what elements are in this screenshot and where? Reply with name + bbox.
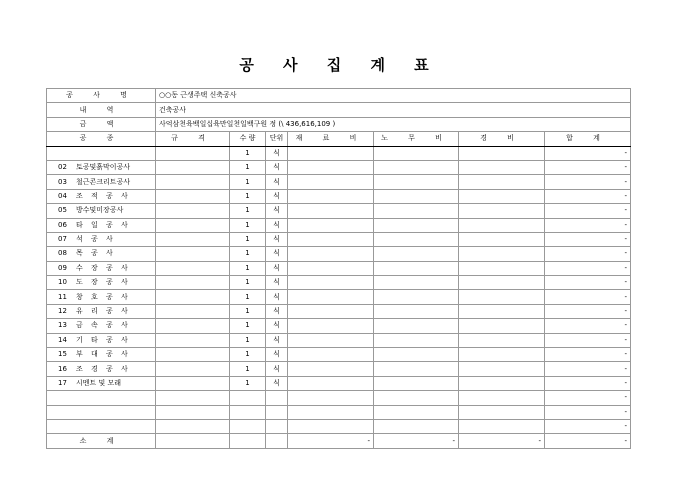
expense-cell	[459, 175, 545, 189]
work-name: 기 타 공 사	[76, 335, 131, 344]
work-cell	[47, 419, 156, 433]
labor-cell	[374, 261, 459, 275]
info-label: 내 역	[47, 103, 156, 117]
spec-cell	[156, 218, 230, 232]
page-title: 공 사 집 계 표	[239, 56, 441, 74]
work-cell	[47, 362, 156, 376]
cost-summary-table	[46, 88, 631, 449]
work-cell	[47, 376, 156, 390]
total-cell: -	[545, 160, 631, 174]
material-cell	[288, 204, 374, 218]
work-number: 06	[58, 220, 67, 229]
labor-cell	[374, 362, 459, 376]
work-cell	[47, 189, 156, 203]
total-cell: -	[545, 247, 631, 261]
header-qty: 수 량	[230, 132, 266, 146]
labor-cell	[374, 232, 459, 246]
work-number: 04	[58, 191, 67, 200]
work-number: 15	[58, 350, 67, 359]
material-cell	[288, 405, 374, 419]
unit-cell: 식	[266, 247, 288, 261]
spec-cell	[156, 175, 230, 189]
total-cell: -	[545, 419, 631, 433]
total-cell: -	[545, 218, 631, 232]
work-cell	[47, 319, 156, 333]
table-row	[47, 304, 631, 318]
labor-cell	[374, 218, 459, 232]
info-label: 금 액	[47, 117, 156, 131]
expense-cell	[459, 348, 545, 362]
material-cell	[288, 290, 374, 304]
work-name: 방수및미장공사	[76, 206, 124, 215]
material-cell	[288, 419, 374, 433]
unit-cell: 식	[266, 319, 288, 333]
table-row	[47, 146, 631, 160]
total-cell: -	[545, 204, 631, 218]
material-cell	[288, 175, 374, 189]
expense-cell	[459, 218, 545, 232]
table-header-row	[47, 132, 631, 146]
total-cell: -	[545, 333, 631, 347]
labor-cell	[374, 419, 459, 433]
info-value: 건축공사	[156, 103, 631, 117]
total-cell: -	[545, 362, 631, 376]
header-material: 재 료 비	[288, 132, 374, 146]
work-cell	[47, 348, 156, 362]
expense-cell	[459, 146, 545, 160]
work-number: 03	[58, 177, 67, 186]
expense-cell	[459, 362, 545, 376]
qty-cell: 1	[230, 304, 266, 318]
work-name: 타 일 공 사	[76, 220, 131, 229]
work-cell	[47, 175, 156, 189]
table-row	[47, 175, 631, 189]
spec-cell	[156, 319, 230, 333]
total-cell: -	[545, 319, 631, 333]
unit-cell: 식	[266, 232, 288, 246]
expense-cell	[459, 333, 545, 347]
table-row	[47, 405, 631, 419]
table-row	[47, 362, 631, 376]
unit-cell: 식	[266, 218, 288, 232]
expense-cell	[459, 304, 545, 318]
labor-cell	[374, 333, 459, 347]
unit-cell: 식	[266, 204, 288, 218]
labor-cell	[374, 290, 459, 304]
work-cell	[47, 405, 156, 419]
material-cell	[288, 189, 374, 203]
labor-cell	[374, 189, 459, 203]
total-cell: -	[545, 261, 631, 275]
unit-cell: 식	[266, 175, 288, 189]
table-row	[47, 419, 631, 433]
material-cell	[288, 247, 374, 261]
info-label: 공 사 명	[47, 89, 156, 103]
labor-cell	[374, 376, 459, 390]
qty-cell	[230, 405, 266, 419]
total-cell: -	[545, 376, 631, 390]
qty-cell: 1	[230, 333, 266, 347]
qty-cell: 1	[230, 232, 266, 246]
spec-cell	[156, 290, 230, 304]
work-name: 부 대 공 사	[76, 350, 131, 359]
qty-cell: 1	[230, 247, 266, 261]
total-cell: -	[545, 304, 631, 318]
table-row	[47, 218, 631, 232]
unit-cell: 식	[266, 376, 288, 390]
material-cell	[288, 304, 374, 318]
qty-cell	[230, 419, 266, 433]
header-spec: 규 격	[156, 132, 230, 146]
qty-cell	[230, 391, 266, 405]
total-cell: -	[545, 405, 631, 419]
total-cell: -	[545, 146, 631, 160]
qty-cell: 1	[230, 146, 266, 160]
subtotal-label: 소 계	[47, 434, 156, 448]
qty-cell: 1	[230, 175, 266, 189]
qty-cell: 1	[230, 376, 266, 390]
header-work: 공 종	[47, 132, 156, 146]
total-cell: -	[545, 175, 631, 189]
work-cell	[47, 391, 156, 405]
total-cell: -	[545, 290, 631, 304]
material-cell	[288, 376, 374, 390]
work-name: 석 공 사	[76, 235, 116, 244]
work-name: 도 장 공 사	[76, 278, 131, 287]
work-name: 창 호 공 사	[76, 292, 131, 301]
spec-cell	[156, 376, 230, 390]
material-cell	[288, 391, 374, 405]
work-cell	[47, 232, 156, 246]
qty-cell: 1	[230, 261, 266, 275]
qty-cell: 1	[230, 276, 266, 290]
unit-cell	[266, 391, 288, 405]
unit-cell	[266, 405, 288, 419]
spec-cell	[156, 261, 230, 275]
expense-cell	[459, 189, 545, 203]
total-cell: -	[545, 348, 631, 362]
table-row	[47, 376, 631, 390]
header-labor: 노 무 비	[374, 132, 459, 146]
qty-cell: 1	[230, 319, 266, 333]
spec-cell	[156, 405, 230, 419]
unit-cell: 식	[266, 362, 288, 376]
header-expense: 경 비	[459, 132, 545, 146]
work-number: 17	[58, 379, 67, 387]
material-cell	[288, 232, 374, 246]
spec-cell	[156, 146, 230, 160]
material-cell	[288, 160, 374, 174]
work-number: 14	[58, 335, 67, 344]
info-row-amount	[47, 117, 631, 131]
spec-cell	[156, 232, 230, 246]
spec-cell	[156, 419, 230, 433]
labor-cell	[374, 391, 459, 405]
labor-cell	[374, 175, 459, 189]
subtotal-material: -	[288, 434, 374, 448]
work-name: 목 공 사	[76, 249, 116, 258]
table-row	[47, 232, 631, 246]
spec-cell	[156, 189, 230, 203]
total-cell: -	[545, 276, 631, 290]
material-cell	[288, 218, 374, 232]
unit-cell: 식	[266, 146, 288, 160]
expense-cell	[459, 276, 545, 290]
work-number: 05	[58, 206, 67, 215]
expense-cell	[459, 290, 545, 304]
table-row	[47, 333, 631, 347]
unit-cell: 식	[266, 189, 288, 203]
table-row	[47, 391, 631, 405]
labor-cell	[374, 160, 459, 174]
header-total: 합 계	[545, 132, 631, 146]
labor-cell	[374, 204, 459, 218]
work-number: 11	[58, 292, 67, 301]
spec-cell	[156, 204, 230, 218]
table-row	[47, 261, 631, 275]
spec-cell	[156, 304, 230, 318]
table-row	[47, 348, 631, 362]
qty-cell: 1	[230, 362, 266, 376]
material-cell	[288, 348, 374, 362]
expense-cell	[459, 261, 545, 275]
expense-cell	[459, 247, 545, 261]
work-cell	[47, 290, 156, 304]
info-value: 사억삼천육백일십육만일천일백구원 정 (\ 436,616,109 )	[156, 117, 631, 131]
work-number: 16	[58, 364, 67, 373]
work-cell	[47, 261, 156, 275]
subtotal-labor: -	[374, 434, 459, 448]
work-number: 02	[58, 163, 67, 172]
table-row	[47, 204, 631, 218]
qty-cell	[230, 434, 266, 448]
work-number: 08	[58, 249, 67, 258]
work-cell	[47, 304, 156, 318]
subtotal-total: -	[545, 434, 631, 448]
spec-cell	[156, 333, 230, 347]
work-cell	[47, 247, 156, 261]
labor-cell	[374, 405, 459, 419]
work-cell	[47, 218, 156, 232]
material-cell	[288, 146, 374, 160]
work-name: 토공및흙막이공사	[76, 163, 131, 172]
expense-cell	[459, 391, 545, 405]
work-cell	[47, 160, 156, 174]
spec-cell	[156, 160, 230, 174]
work-cell	[47, 146, 156, 160]
work-cell	[47, 333, 156, 347]
spec-cell	[156, 247, 230, 261]
table-row	[47, 290, 631, 304]
unit-cell	[266, 419, 288, 433]
qty-cell: 1	[230, 189, 266, 203]
expense-cell	[459, 319, 545, 333]
table-row	[47, 319, 631, 333]
work-number: 09	[58, 263, 67, 272]
header-unit: 단위	[266, 132, 288, 146]
material-cell	[288, 319, 374, 333]
unit-cell: 식	[266, 304, 288, 318]
work-name: 수 장 공 사	[76, 263, 131, 272]
expense-cell	[459, 160, 545, 174]
spec-cell	[156, 348, 230, 362]
spec-cell	[156, 434, 230, 448]
unit-cell: 식	[266, 160, 288, 174]
work-name: 시멘트 및 모래	[76, 379, 122, 387]
unit-cell: 식	[266, 290, 288, 304]
info-row-content	[47, 103, 631, 117]
total-cell: -	[545, 232, 631, 246]
work-cell	[47, 204, 156, 218]
expense-cell	[459, 204, 545, 218]
work-name: 조 적 공 사	[76, 191, 131, 200]
subtotal-row	[47, 434, 631, 448]
work-number: 13	[58, 321, 67, 330]
labor-cell	[374, 319, 459, 333]
qty-cell: 1	[230, 290, 266, 304]
spec-cell	[156, 276, 230, 290]
spec-cell	[156, 391, 230, 405]
work-number: 12	[58, 307, 67, 316]
work-number: 10	[58, 278, 67, 287]
work-cell	[47, 276, 156, 290]
expense-cell	[459, 376, 545, 390]
labor-cell	[374, 276, 459, 290]
info-row-project	[47, 89, 631, 103]
labor-cell	[374, 348, 459, 362]
labor-cell	[374, 304, 459, 318]
subtotal-expense: -	[459, 434, 545, 448]
unit-cell: 식	[266, 348, 288, 362]
expense-cell	[459, 419, 545, 433]
work-number: 07	[58, 235, 67, 244]
work-name: 유 리 공 사	[76, 307, 131, 316]
table-row	[47, 160, 631, 174]
total-cell: -	[545, 189, 631, 203]
table-row	[47, 189, 631, 203]
material-cell	[288, 261, 374, 275]
labor-cell	[374, 247, 459, 261]
unit-cell: 식	[266, 276, 288, 290]
material-cell	[288, 276, 374, 290]
material-cell	[288, 362, 374, 376]
material-cell	[288, 333, 374, 347]
unit-cell: 식	[266, 261, 288, 275]
info-value: ○○동 근생주택 신축공사	[156, 89, 631, 103]
qty-cell: 1	[230, 348, 266, 362]
labor-cell	[374, 146, 459, 160]
work-name: 금 속 공 사	[76, 321, 131, 330]
expense-cell	[459, 232, 545, 246]
total-cell: -	[545, 391, 631, 405]
qty-cell: 1	[230, 160, 266, 174]
work-name: 철근콘크리트공사	[76, 177, 131, 186]
spec-cell	[156, 362, 230, 376]
expense-cell	[459, 405, 545, 419]
qty-cell: 1	[230, 204, 266, 218]
table-row	[47, 276, 631, 290]
unit-cell: 식	[266, 333, 288, 347]
table-row	[47, 247, 631, 261]
qty-cell: 1	[230, 218, 266, 232]
work-name: 조 경 공 사	[76, 364, 131, 373]
unit-cell	[266, 434, 288, 448]
